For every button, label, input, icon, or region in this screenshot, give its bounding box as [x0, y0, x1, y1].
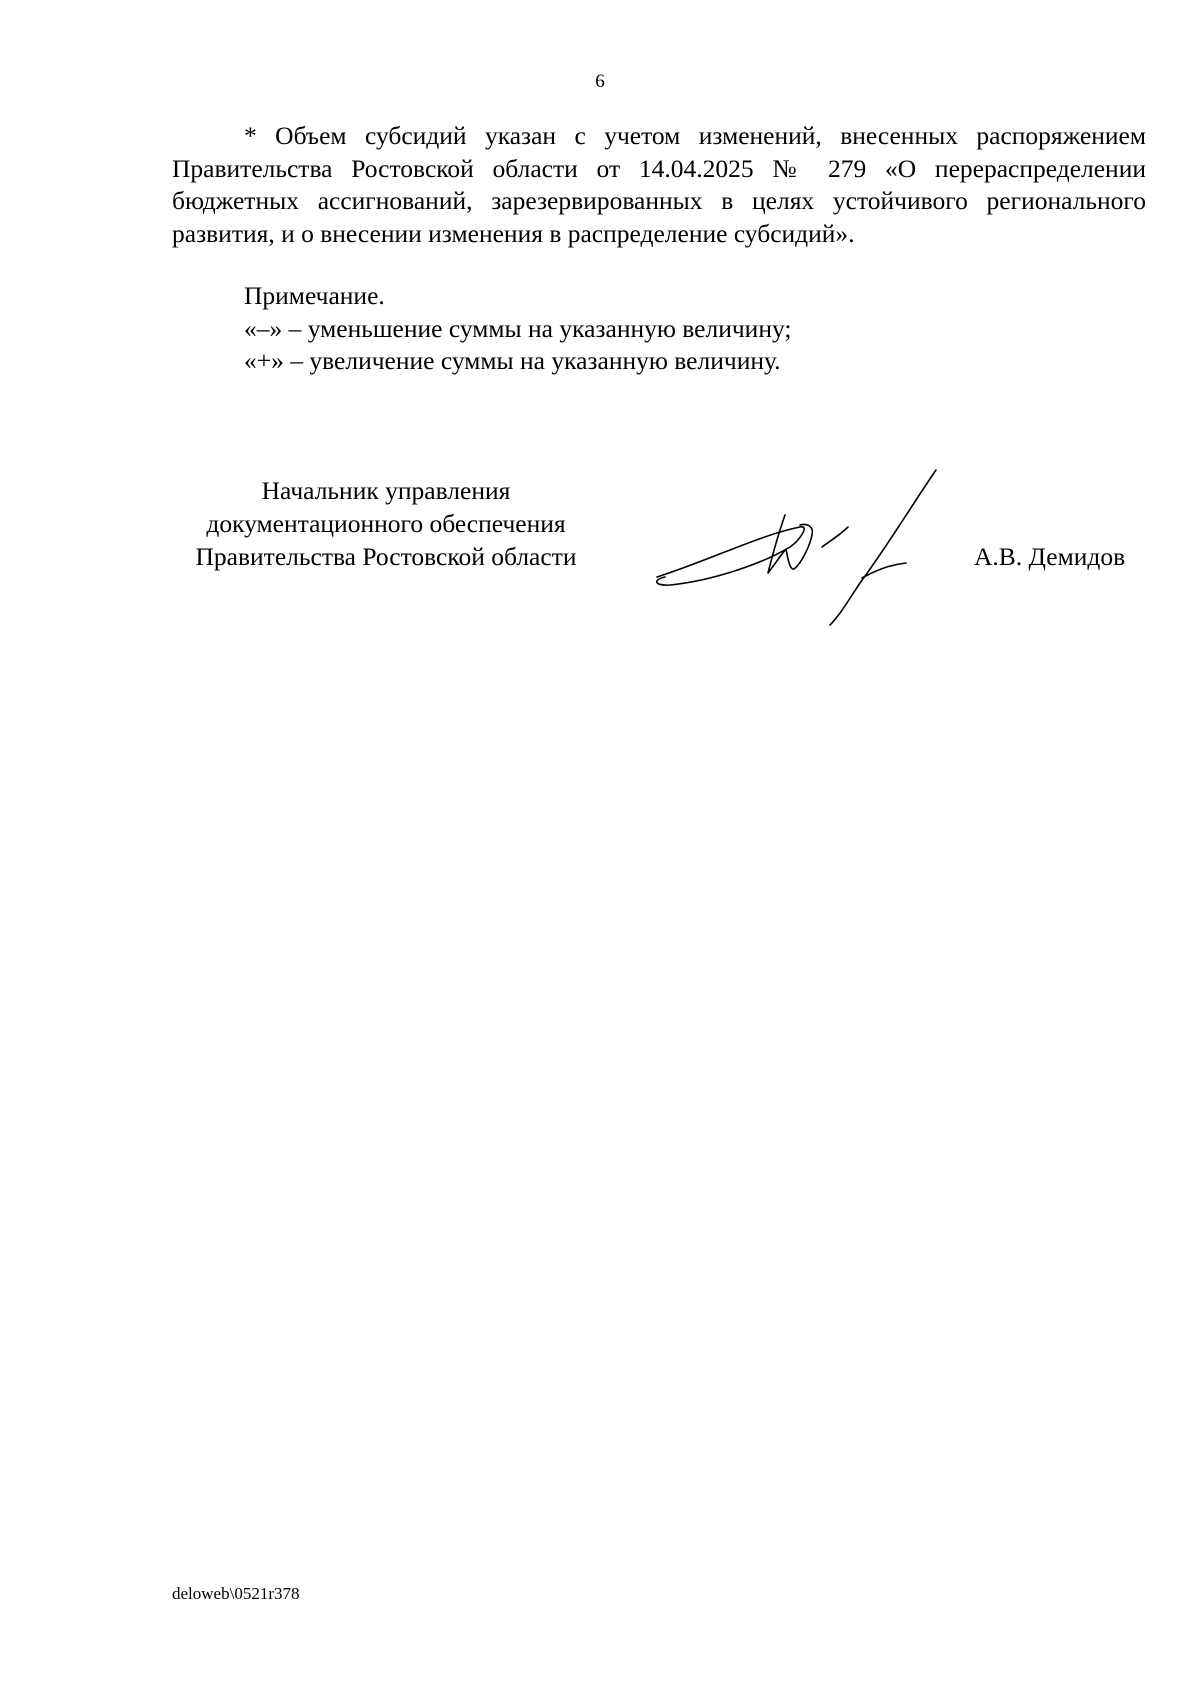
note-line-plus: «+» – увеличение суммы на указанную величину. [244, 346, 781, 375]
handwritten-signature-icon [650, 465, 940, 630]
signer-title-line: Правительства Ростовской области [195, 542, 577, 571]
signer-name: А.В. Демидов [974, 542, 1126, 571]
note-block [244, 280, 791, 378]
signer-title-line: Начальник управления [261, 476, 511, 505]
note-line-minus: «–» – уменьшение суммы на указанную величину; [244, 313, 792, 343]
signer-title [172, 474, 600, 573]
document-code: deloweb\0521r378 [172, 1584, 300, 1603]
page-number: 6 [595, 71, 605, 92]
note-heading: Примечание. [244, 281, 385, 310]
signer-title-line: документационного обеспечения [206, 509, 566, 538]
footnote-text: * Объем субсидий указан с учетом изменений, внесенных распоряжением Правительства Ростовской области от 14.04.2025 № 279 «О перераспределении бюджетных ассигнований, зарезервированных в целях устойчивого регионального развития, и о внесении изменения в распределение субсидий». [172, 121, 1146, 248]
